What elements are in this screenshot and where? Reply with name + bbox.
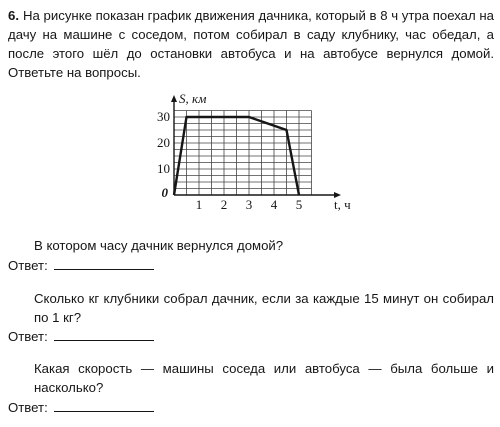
- y-axis-arrow: [171, 95, 177, 102]
- question-v: [8, 359, 494, 397]
- problem-text: На рисунке показан график движения дачника, который в 8 ч утра поехал на дачу на машине с соседом, потом собирал в саду клубнику, час обедал, а после этого шёл до остановки автобуса и на автобусе вернулся домой. Ответьте на вопросы.: [8, 8, 494, 80]
- question-b-text: Сколько кг клубники собрал дачник, если за каждые 15 минут он собирал по 1 кг?: [34, 291, 494, 325]
- answer-v-blank[interactable]: [54, 398, 154, 412]
- answer-a-blank[interactable]: [54, 256, 154, 270]
- y-axis-label: S, км: [179, 91, 207, 106]
- y-tick-label: 10: [157, 161, 170, 176]
- question-a-text: В котором часу дачник вернулся домой?: [34, 238, 284, 253]
- answer-b-label: Ответ:: [8, 329, 48, 344]
- answer-a: [8, 256, 154, 275]
- question-b: [8, 289, 494, 327]
- origin-label: 0: [161, 185, 168, 200]
- y-tick-label: 30: [157, 109, 170, 124]
- question-v-text: Какая скорость — машины соседа или автобуса — была больше и насколько?: [34, 361, 494, 395]
- question-b-label: [8, 289, 34, 308]
- distance-time-graph: [150, 88, 370, 218]
- x-axis-label: t, ч: [334, 197, 351, 212]
- x-tick-label: 4: [270, 197, 278, 212]
- x-tick-label: 2: [220, 197, 228, 212]
- answer-v-label: Ответ:: [8, 400, 48, 415]
- problem-number: 6.: [8, 8, 19, 23]
- y-tick-label: 20: [157, 135, 170, 150]
- answer-a-label: Ответ:: [8, 258, 48, 273]
- x-tick-label: 1: [195, 197, 203, 212]
- answer-b-blank[interactable]: [54, 327, 154, 341]
- answer-b: [8, 327, 154, 346]
- question-v-label: [8, 359, 34, 378]
- question-a-label: [8, 236, 34, 255]
- answer-v: [8, 398, 154, 417]
- question-a: [8, 236, 494, 255]
- x-tick-label: 5: [295, 197, 303, 212]
- problem-statement: [8, 6, 494, 82]
- x-tick-label: 3: [245, 197, 253, 212]
